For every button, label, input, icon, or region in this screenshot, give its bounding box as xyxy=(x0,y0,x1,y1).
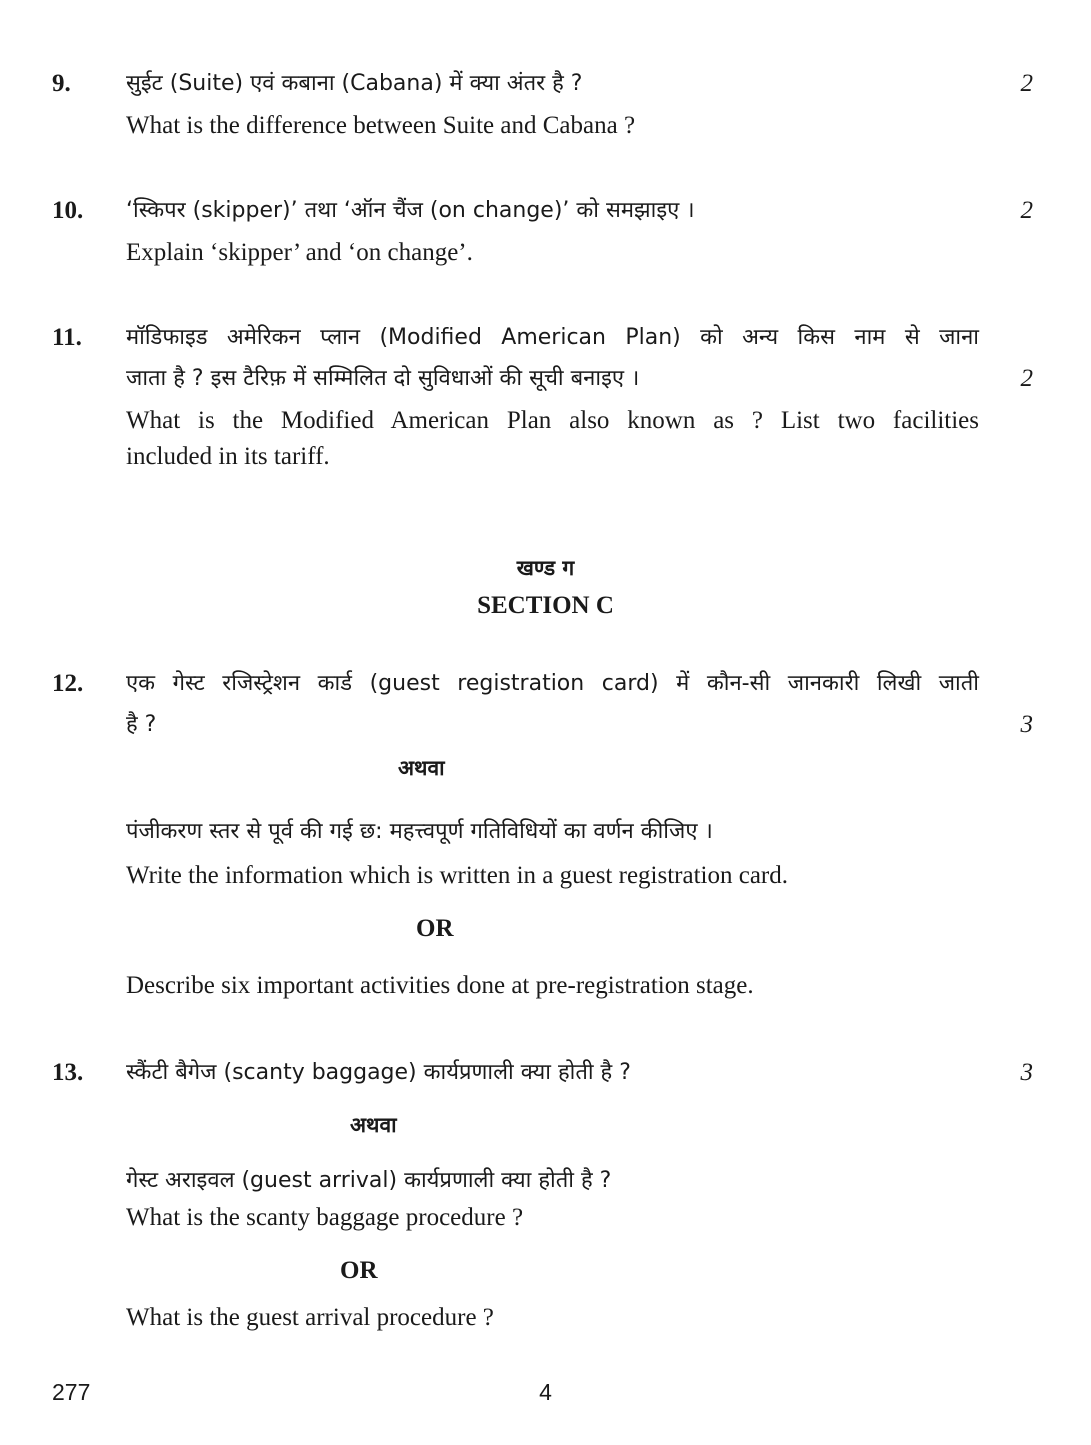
question-number: 11. xyxy=(52,324,82,351)
question-text-english: Write the information which is written in a guest registration card. xyxy=(126,862,788,889)
question-text-hindi: एक गेस्ट रजिस्ट्रेशन कार्ड (guest registration card) में कौन-सी जानकारी लिखी जाती xyxy=(126,671,979,696)
question-text-english: included in its tariff. xyxy=(126,443,330,470)
paper-code: 277 xyxy=(52,1379,91,1405)
section-heading: SECTION C xyxy=(477,592,614,619)
question-text-hindi: मॉडिफाइड अमेरिकन प्लान (Modified American Plan) को अन्य किस नाम से जाना xyxy=(126,325,979,350)
alternative-question-hindi: गेस्ट अराइवल (guest arrival) कार्यप्रणाली क्या होती है ? xyxy=(126,1168,612,1193)
alternative-question-english: Describe six important activities done at pre-registration stage. xyxy=(126,972,754,999)
marks: 2 xyxy=(1020,70,1033,97)
question-text-hindi: जाता है ? इस टैरिफ़ में सम्मिलित दो सुविधाओं की सूची बनाइए । xyxy=(126,366,640,391)
question-text-english: What is the scanty baggage procedure ? xyxy=(126,1204,524,1231)
question-number: 10. xyxy=(52,197,84,224)
question-text-english: What is the Modified American Plan also known as ? List two facilities xyxy=(126,407,979,434)
marks: 2 xyxy=(1020,197,1033,224)
marks: 2 xyxy=(1020,365,1033,392)
question-number: 12. xyxy=(52,670,84,697)
section-heading-hindi: खण्ड ग xyxy=(516,556,575,580)
question-text-english: What is the difference between Suite and Cabana ? xyxy=(126,112,636,139)
page-number: 4 xyxy=(539,1379,552,1405)
question-text-english: Explain ‘skipper’ and ‘on change’. xyxy=(126,239,473,266)
or-label: OR xyxy=(416,915,454,942)
or-label-hindi: अथवा xyxy=(350,1113,397,1137)
marks: 3 xyxy=(1020,1059,1033,1086)
marks: 3 xyxy=(1020,711,1033,738)
question-text-hindi: स्कैंटी बैगेज (scanty baggage) कार्यप्रणाली क्या होती है ? xyxy=(126,1060,631,1085)
or-label: OR xyxy=(340,1257,378,1284)
question-text-hindi: है ? xyxy=(126,712,157,737)
alternative-question-hindi: पंजीकरण स्तर से पूर्व की गई छ: महत्त्वपूर्ण गतिविधियों का वर्णन कीजिए । xyxy=(126,819,713,844)
question-number: 9. xyxy=(52,70,71,97)
question-number: 13. xyxy=(52,1059,84,1086)
question-text-hindi: ‘स्किपर (skipper)’ तथा ‘ऑन चैंज (on change)’ को समझाइए । xyxy=(126,198,695,223)
question-text-hindi: सुईट (Suite) एवं कबाना (Cabana) में क्या अंतर है ? xyxy=(126,71,583,96)
alternative-question-english: What is the guest arrival procedure ? xyxy=(126,1304,494,1331)
or-label-hindi: अथवा xyxy=(398,756,445,780)
